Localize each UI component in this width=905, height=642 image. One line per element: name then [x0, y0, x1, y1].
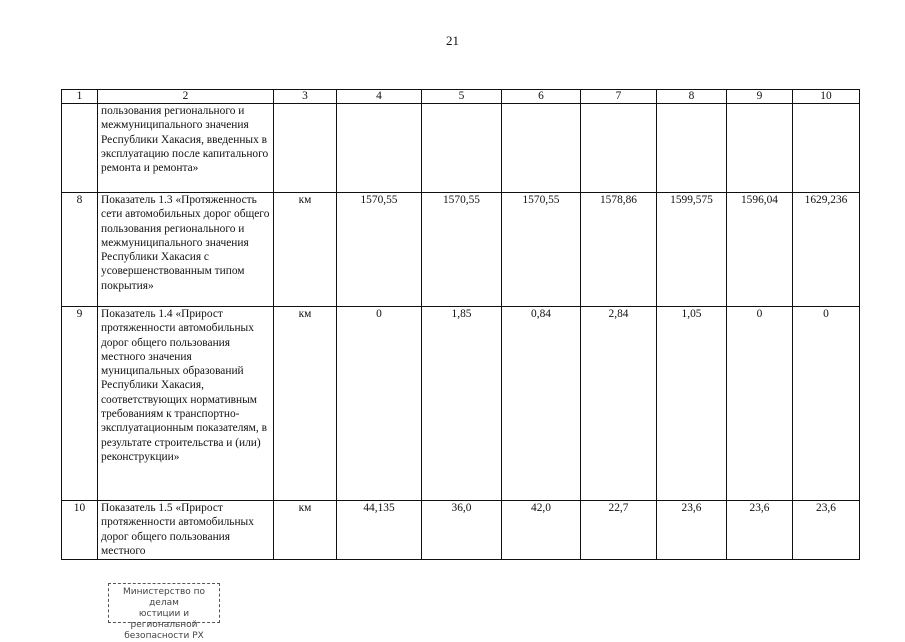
table-cell [337, 104, 422, 193]
header-cell: 1 [62, 90, 98, 104]
value-cell: 1578,86 [581, 193, 657, 307]
header-cell: 10 [793, 90, 860, 104]
table-cell [793, 104, 860, 193]
value-cell: 1570,55 [502, 193, 581, 307]
value-cell: 1,85 [422, 307, 502, 501]
indicator-description: Показатель 1.5 «Прирост протяженности автомобильных дорог общего пользования местного [98, 501, 274, 560]
header-cell: 5 [422, 90, 502, 104]
table-cell [581, 104, 657, 193]
table-row-continued [62, 104, 860, 193]
row-number: 10 [62, 501, 98, 560]
value-cell: 23,6 [727, 501, 793, 560]
table-cell [727, 104, 793, 193]
value-cell: 2,84 [581, 307, 657, 501]
value-cell: 0,84 [502, 307, 581, 501]
header-cell: 8 [657, 90, 727, 104]
unit-cell: км [274, 193, 337, 307]
table-cell [502, 104, 581, 193]
header-cell: 7 [581, 90, 657, 104]
value-cell: 23,6 [657, 501, 727, 560]
stamp-line: юстиции и региональной [130, 609, 198, 630]
indicator-description: Показатель 1.3 «Протяженность сети автомобильных дорог общего пользования регионального и межмуниципального значения Республики Хакасия с усовершенствованным типом покрытия» [98, 193, 274, 307]
unit-cell: км [274, 501, 337, 560]
table-row [62, 193, 860, 307]
stamp-line: безопасности РХ [124, 631, 204, 641]
value-cell: 44,135 [337, 501, 422, 560]
value-cell: 1,05 [657, 307, 727, 501]
table-cell [274, 104, 337, 193]
value-cell: 1570,55 [422, 193, 502, 307]
stamp-line: Министерство по делам [122, 587, 206, 608]
header-cell: 4 [337, 90, 422, 104]
value-cell: 36,0 [422, 501, 502, 560]
value-cell: 0 [727, 307, 793, 501]
value-cell: 1599,575 [657, 193, 727, 307]
table-row [62, 307, 860, 501]
indicator-description: пользования регионального и межмуниципального значения Республики Хакасия, введенных в эксплуатацию после капитального ремонта и ремонта» [98, 104, 274, 193]
header-cell: 9 [727, 90, 793, 104]
value-cell: 1629,236 [793, 193, 860, 307]
table-cell [422, 104, 502, 193]
value-cell: 1570,55 [337, 193, 422, 307]
value-cell: 23,6 [793, 501, 860, 560]
value-cell: 0 [337, 307, 422, 501]
row-number: 8 [62, 193, 98, 307]
header-cell: 3 [274, 90, 337, 104]
indicator-table [61, 89, 860, 560]
value-cell: 1596,04 [727, 193, 793, 307]
value-cell: 42,0 [502, 501, 581, 560]
registration-stamp [108, 583, 220, 641]
header-cell: 6 [502, 90, 581, 104]
table-cell [62, 104, 98, 193]
table-row [62, 501, 860, 560]
unit-cell: км [274, 307, 337, 501]
page-number: 21 [446, 33, 459, 48]
header-cell: 2 [98, 90, 274, 104]
indicator-description: Показатель 1.4 «Прирост протяженности автомобильных дорог общего пользования местного значения муниципальных образований Республики Хакасия, соответствующих нормативным требованиям к транспортно-эксплуатационным показателям, в результате строительства и (или) реконструкции» [98, 307, 274, 501]
table-header-row [62, 90, 860, 104]
table-cell [657, 104, 727, 193]
value-cell: 0 [793, 307, 860, 501]
row-number: 9 [62, 307, 98, 501]
value-cell: 22,7 [581, 501, 657, 560]
